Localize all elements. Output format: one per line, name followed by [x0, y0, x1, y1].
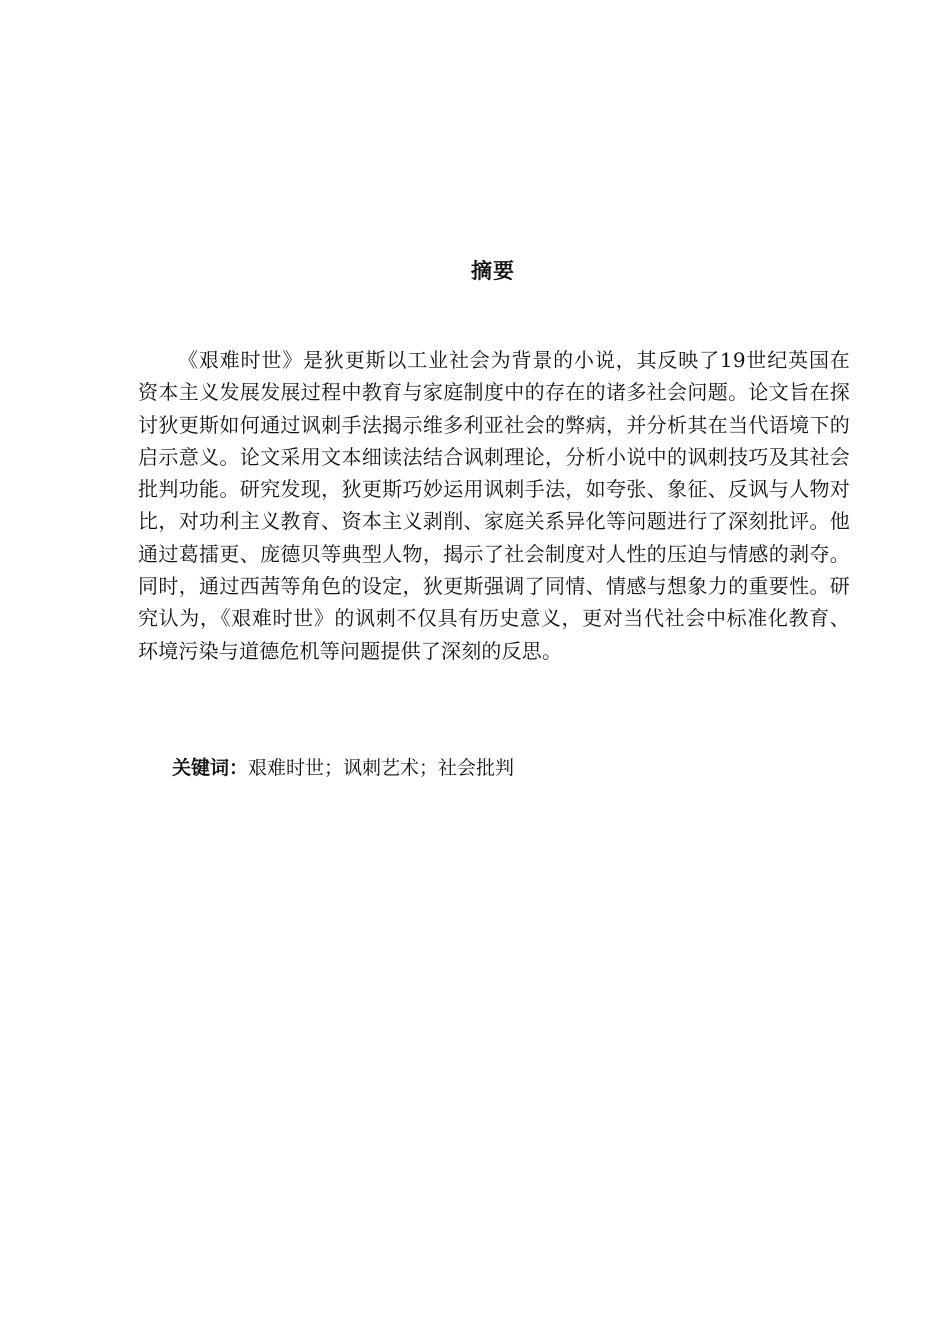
abstract-paragraph: 《艰难时世》是狄更斯以工业社会为背景的小说，其反映了19世纪英国在资本主义发展发展过程中教育与家庭制度中的存在的诸多社会问题。论文旨在探讨狄更斯如何通过讽刺手法揭示维多利亚社会的弊病，并分析其在当代语境下的启示意义。论文采用文本细读法结合讽刺理论，分析小说中的讽刺技巧及其社会批判功能。研究发现，狄更斯巧妙运用讽刺手法，如夸张、象征、反讽与人物对比，对功利主义教育、资本主义剥削、家庭关系异化等问题进行了深刻批评。他通过葛擂更、庞德贝等典型人物，揭示了社会制度对人性的压迫与情感的剥夺。同时，通过西茜等角色的设定，狄更斯强调了同情、情感与想象力的重要性。研究认为，《艰难时世》的讽刺不仅具有历史意义，更对当代社会中标准化教育、环境污染与道德危机等问题提供了深刻的反思。	[138, 348, 850, 663]
keywords-value: 艰难时世；讽刺艺术；社会批判	[248, 757, 515, 779]
keywords-line	[172, 752, 514, 784]
keywords-label: 关键词：	[172, 757, 249, 779]
abstract-heading: 摘要	[471, 259, 515, 283]
